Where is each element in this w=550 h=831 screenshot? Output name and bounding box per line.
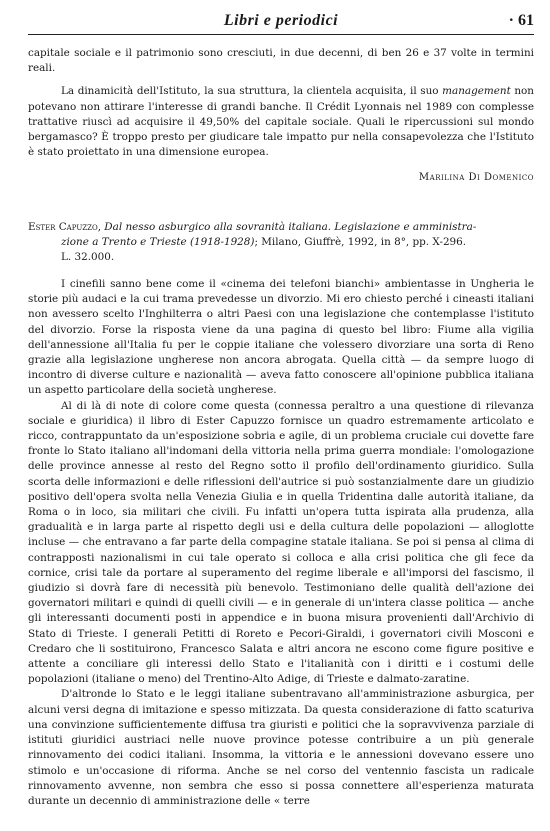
book-author: Ester Capuzzo, [28, 221, 101, 233]
prev-paragraph-2 [28, 84, 534, 160]
review-paragraph-3: D'altronde lo Stato e le leggi italiane subentravano all'amministrazione asburgica, per alcuni versi degna di imitazione e spesso mitizzata. Da questa considerazione di fatto scaturiva una convinzione sufficientemente diffusa tra giuristi e politici che la sopravvivenza parziale di istituti giuridici austriaci nelle nuove province potesse contribuire a un più generale rinnovamento dei codici italiani. Insomma, la vittoria e le annessioni dovevano essere uno stimolo e un'occasione di riforma. Anche se nel corso del ventennio fascista un radicale rinnovamento avvenne, non sembra che esso si possa connettere all'esperienza maturata durante un decennio di amministrazione delle « terre [28, 688, 534, 807]
review-paragraph-1: I cinefili sanno bene come il «cinema dei telefoni bianchi» ambientasse in Ungheria le storie più audaci e la cui trama prevedesse un divorzio. Mi ero chiesto perché i cineasti italiani non avessero scelto l'Inghilterra o altri Paesi con una legislazione che contemplasse l'istituto del divorzio. Forse la risposta viene da una pagina di questo bel libro: Fiume alla vigilia dell'annessione all'Italia fu per le coppie italiane che volessero divorziare una sorta di Reno grazie alla legislazione ungherese non ancora abrogata. Quella città — da sempre luogo di incontro di diverse culture e nazionalità — aveva fatto conoscere all'opinione pubblica italiana un aspetto particolare della società ungherese. [28, 278, 534, 397]
prev-paragraph-2-a: La dinamicità dell'Istituto, la sua struttura, la clientela acquisita, il suo [61, 85, 443, 98]
running-header [28, 10, 534, 35]
prev-paragraph-1: capitale sociale e il patrimonio sono cresciuti, in due decenni, di ben 26 e 37 volte in termini reali. [28, 47, 534, 75]
page-number: · 61 [508, 12, 534, 29]
review-header [28, 220, 534, 266]
prev-paragraph-2-b: non potevano non attirare l'interesse di grandi banche. Il Crédit Lyonnais nel 1989 con complesse trattative riuscì ad acquisire il 49,50% del capitale sociale. Quali le ripercussioni sul mondo bergamasco? È troppo presto per giudicare tale impatto pur nella consapevolezza che l'Istituto è stato proiettato in una dimensione europea. [28, 85, 534, 159]
review-paragraph-2: Al di là di note di colore come questa (connessa peraltro a una questione di rilevanza sociale e giuridica) il libro di Ester Capuzzo fornisce un quadro estremamente articolato e ricco, contrappuntato da un'esposizione sobria e agile, di un problema cruciale cui dovette fare fronte lo Stato italiano all'indomani della vittoria nella prima guerra mondiale: l'omologazione delle province annesse al resto del Regno sotto il profilo dell'ordinamento giuridico. Sulla scorta delle informazioni e delle riflessioni dell'autrice si può sostanzialmente dare un giudizio positivo dell'opera svolta nella Venezia Giulia e in quella Tridentina dalle autorità italiane, da Roma o in loco, sia militari che civili. Fu infatti un'opera tutta ispirata alla prudenza, alla gradualità e in larga parte al rispetto degli usi e della cultura delle popolazioni — alloglotte incluse — che entravano a far parte della compagine statale italiana. Se poi si pensa al clima di contrapposti nazionalismi in cui tale operato si colloca e alla crisi politica che gli fece da cornice, crisi tale da portare al superamento del regime liberale e all'imporsi del fascismo, il giudizio si dovrà fare di necessità più benevolo. Testimoniano delle qualità dell'azione dei governatori militari e quindi di quelli civili — e in generale di un'intera classe politica — anche gli interessanti documenti posti in appendice e in buona misura provenienti dall'Archivio di Stato di Trieste. I generali Petitti di Roreto e Pecori-Giraldi, i governatori civili Mosconi e Credaro che li sostituirono, Francesco Salata e altri ancora ne escono come figure positive e attente a conciliare gli interessi dello Stato e l'italianità con i diritti e i costumi delle popolazioni (italiane o meno) del Trentino-Alto Adige, di Trieste e dalmato-zaratine. [28, 399, 534, 686]
book-title-line2: zione a Trento e Trieste (1918-1928) [61, 236, 255, 249]
book-title-line1: Dal nesso asburgico alla sovranità italiana. Legislazione e amministra- [101, 221, 477, 233]
book-publication: ; Milano, Giuffrè, 1992, in 8°, pp. X-296. [254, 236, 467, 249]
review-body [28, 277, 534, 809]
bibliographic-entry [28, 220, 534, 266]
previous-review-end [28, 46, 534, 186]
reviewer-signature: Marilina Di Domenico [418, 172, 534, 184]
running-title: Libri e periodici [223, 12, 339, 29]
book-price: L. 32.000. [61, 251, 115, 264]
prev-paragraph-2-italic: management [442, 85, 511, 98]
